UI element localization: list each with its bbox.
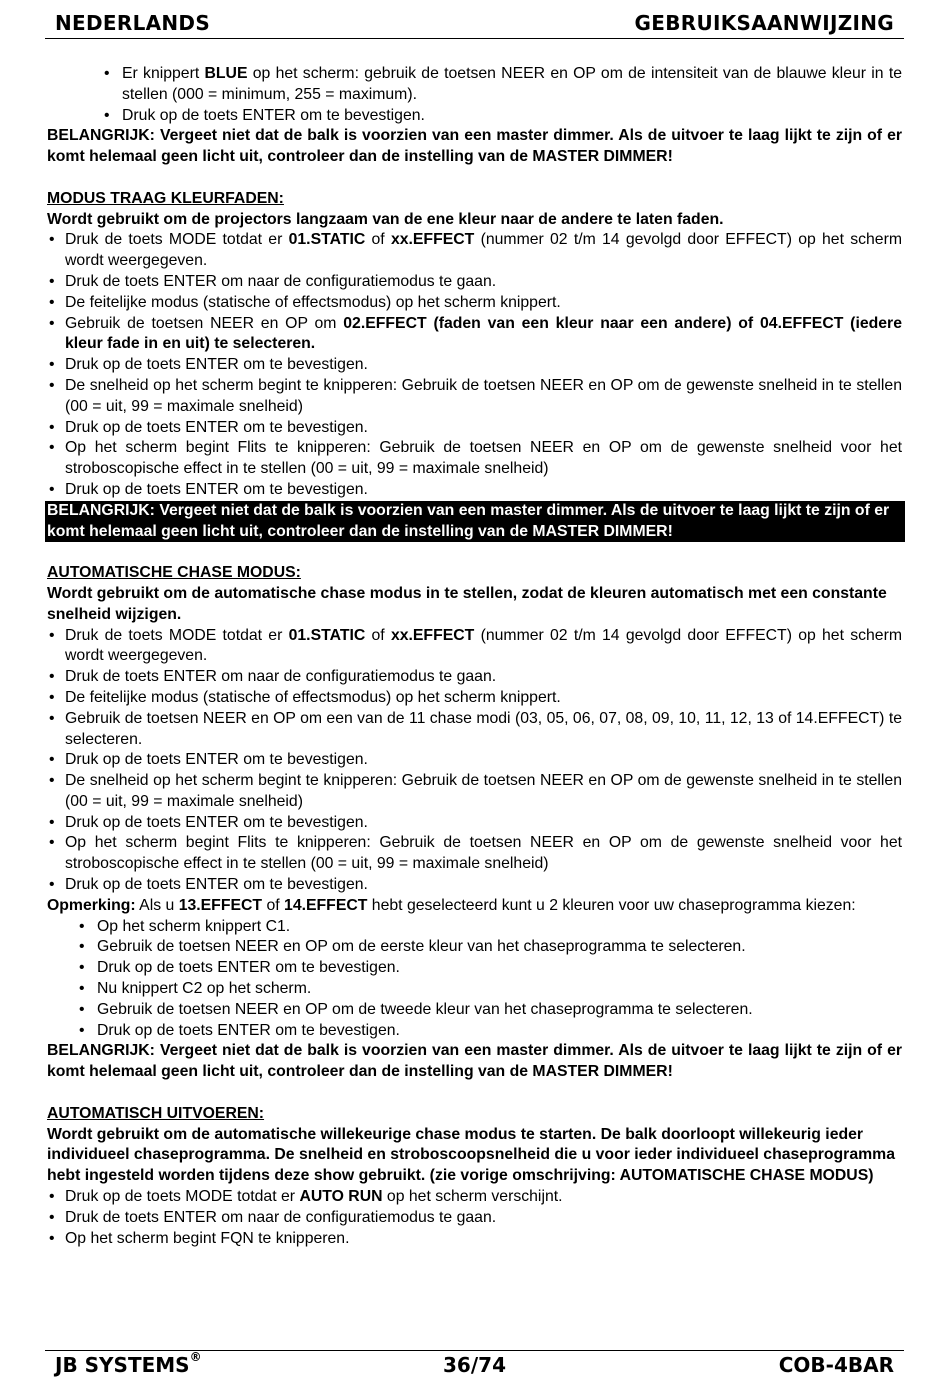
warning-note-highlighted: BELANGRIJK: Vergeet niet dat de balk is voorzien van een master dimmer. Als de uitvoer te laag lijkt te zijn of er komt helemaal geen licht uit, controleer dan de instelling van de MASTER DIMMER!: [45, 501, 905, 543]
auto-steps-list: [47, 1187, 902, 1249]
fade-steps-list: [47, 230, 902, 500]
footer-brand: JB SYSTEMS®: [55, 1350, 202, 1377]
list-item: • Druk op de toets ENTER om te bevestigen.: [47, 418, 902, 439]
list-item: • Druk de toets MODE totdat er 01.STATIC of xx.EFFECT (nummer 02 t/m 14 gevolgd door EFFECT) op het scherm wordt weergegeven.: [47, 626, 902, 668]
warning-note: BELANGRIJK: Vergeet niet dat de balk is voorzien van een master dimmer. Als de uitvoer te laag lijkt te zijn of er komt helemaal geen licht uit, controleer dan de instelling van de MASTER DIMMER!: [47, 1042, 902, 1081]
header-doc-type: GEBRUIKSAANWIJZING: [634, 11, 894, 35]
list-item: • De feitelijke modus (statische of effectsmodus) op het scherm knippert.: [47, 688, 902, 709]
list-item: • Druk op de toets ENTER om te bevestigen.: [47, 1021, 902, 1042]
list-item: • Druk op de toets ENTER om te bevestigen.: [47, 750, 902, 771]
list-item: • Druk op de toets ENTER om te bevestigen.: [47, 480, 902, 501]
header-language: NEDERLANDS: [55, 11, 211, 35]
list-item: • Gebruik de toetsen NEER en OP om de eerste kleur van het chaseprogramma te selecteren.: [47, 937, 902, 958]
section-subheading-auto: Wordt gebruikt om de automatische willekeurige chase modus te starten. De balk doorloopt willekeurig ieder individueel chaseprogramma. De snelheid en stroboscoopsnelheid die u voor ieder individueel chaseprogramma hebt ingesteld worden tijdens deze show gebruikt. (zie vorige omschrijving: AUTOMATISCHE CHASE MODUS): [47, 1125, 895, 1185]
list-item: • De snelheid op het scherm begint te knipperen: Gebruik de toetsen NEER en OP om de gewenste snelheid in te stellen (00 = uit, 99 = maximale snelheid): [47, 376, 902, 418]
list-item: • Op het scherm begint FQN te knipperen.: [47, 1229, 902, 1250]
list-item: • Druk op de toets ENTER om te bevestigen.: [47, 958, 902, 979]
warning-note: BELANGRIJK: Vergeet niet dat de balk is voorzien van een master dimmer. Als de uitvoer te laag lijkt te zijn of er komt helemaal geen licht uit, controleer dan de instelling van de MASTER DIMMER!: [47, 127, 902, 166]
page-content: [47, 64, 902, 1249]
registered-mark: ®: [189, 1350, 202, 1364]
list-item: • Op het scherm begint Flits te knipperen: Gebruik de toetsen NEER en OP om de gewenste snelheid voor het stroboscopische effect in te stellen (00 = uit, 99 = maximale snelheid): [47, 833, 902, 875]
page-number: 36/74: [443, 1353, 506, 1377]
list-item: • Druk op de toets ENTER om te bevestigen.: [47, 875, 902, 896]
list-item: • Druk de toets MODE totdat er 01.STATIC of xx.EFFECT (nummer 02 t/m 14 gevolgd door EFFECT) op het scherm wordt weergegeven.: [47, 230, 902, 272]
list-item: • Druk de toets ENTER om naar de configuratiemodus te gaan.: [47, 272, 902, 293]
list-item: • Druk op de toets ENTER om te bevestigen.: [47, 355, 902, 376]
section-heading-chase: AUTOMATISCHE CHASE MODUS:: [47, 564, 301, 582]
chase-steps-list: [47, 626, 902, 896]
intro-bullet-list: [47, 64, 902, 126]
chase-note: Opmerking: Als u 13.EFFECT of 14.EFFECT hebt geselecteerd kunt u 2 kleuren voor uw chaseprogramma kiezen:: [47, 896, 856, 914]
list-item: • Gebruik de toetsen NEER en OP om de tweede kleur van het chaseprogramma te selecteren.: [47, 1000, 902, 1021]
list-item: • Er knippert BLUE op het scherm: gebruik de toetsen NEER en OP om de intensiteit van de blauwe kleur in te stellen (000 = minimum, 255 = maximum).: [47, 64, 902, 106]
list-item: • Druk de toets ENTER om naar de configuratiemodus te gaan.: [47, 1208, 902, 1229]
list-item: • Druk op de toets ENTER om te bevestigen.: [47, 106, 902, 127]
list-item: • Druk op de toets MODE totdat er AUTO RUN op het scherm verschijnt.: [47, 1187, 902, 1208]
list-item: • Druk op de toets ENTER om te bevestigen.: [47, 813, 902, 834]
list-item: • Gebruik de toetsen NEER en OP om een van de 11 chase modi (03, 05, 06, 07, 08, 09, 10, 11, 12, 13 of 14.EFFECT) te selecteren.: [47, 709, 902, 751]
page-footer: [45, 1350, 904, 1381]
section-heading-fade: MODUS TRAAG KLEURFADEN:: [47, 189, 284, 207]
list-item: • Druk de toets ENTER om naar de configuratiemodus te gaan.: [47, 667, 902, 688]
page-header: [45, 10, 904, 39]
section-subheading-chase: Wordt gebruikt om de automatische chase modus in te stellen, zodat de kleuren automatisch met een constante snelheid wijzigen.: [47, 584, 887, 623]
chase-color-steps-list: [47, 917, 902, 1042]
list-item: • De feitelijke modus (statische of effectsmodus) op het scherm knippert.: [47, 293, 902, 314]
list-item: • Op het scherm begint Flits te knipperen: Gebruik de toetsen NEER en OP om de gewenste snelheid voor het stroboscopische effect in te stellen (00 = uit, 99 = maximale snelheid): [47, 438, 902, 480]
list-item: • De snelheid op het scherm begint te knipperen: Gebruik de toetsen NEER en OP om de gewenste snelheid in te stellen (00 = uit, 99 = maximale snelheid): [47, 771, 902, 813]
section-subheading-fade: Wordt gebruikt om de projectors langzaam van de ene kleur naar de andere te laten faden.: [47, 210, 724, 228]
list-item: • Gebruik de toetsen NEER en OP om 02.EFFECT (faden van een kleur naar een andere) of 04.EFFECT (iedere kleur fade in en uit) te selecteren.: [47, 314, 902, 356]
list-item: • Op het scherm knippert C1.: [47, 917, 902, 938]
list-item: • Nu knippert C2 op het scherm.: [47, 979, 902, 1000]
section-heading-auto: AUTOMATISCH UITVOEREN:: [47, 1104, 265, 1122]
footer-model: COB-4BAR: [778, 1353, 894, 1377]
